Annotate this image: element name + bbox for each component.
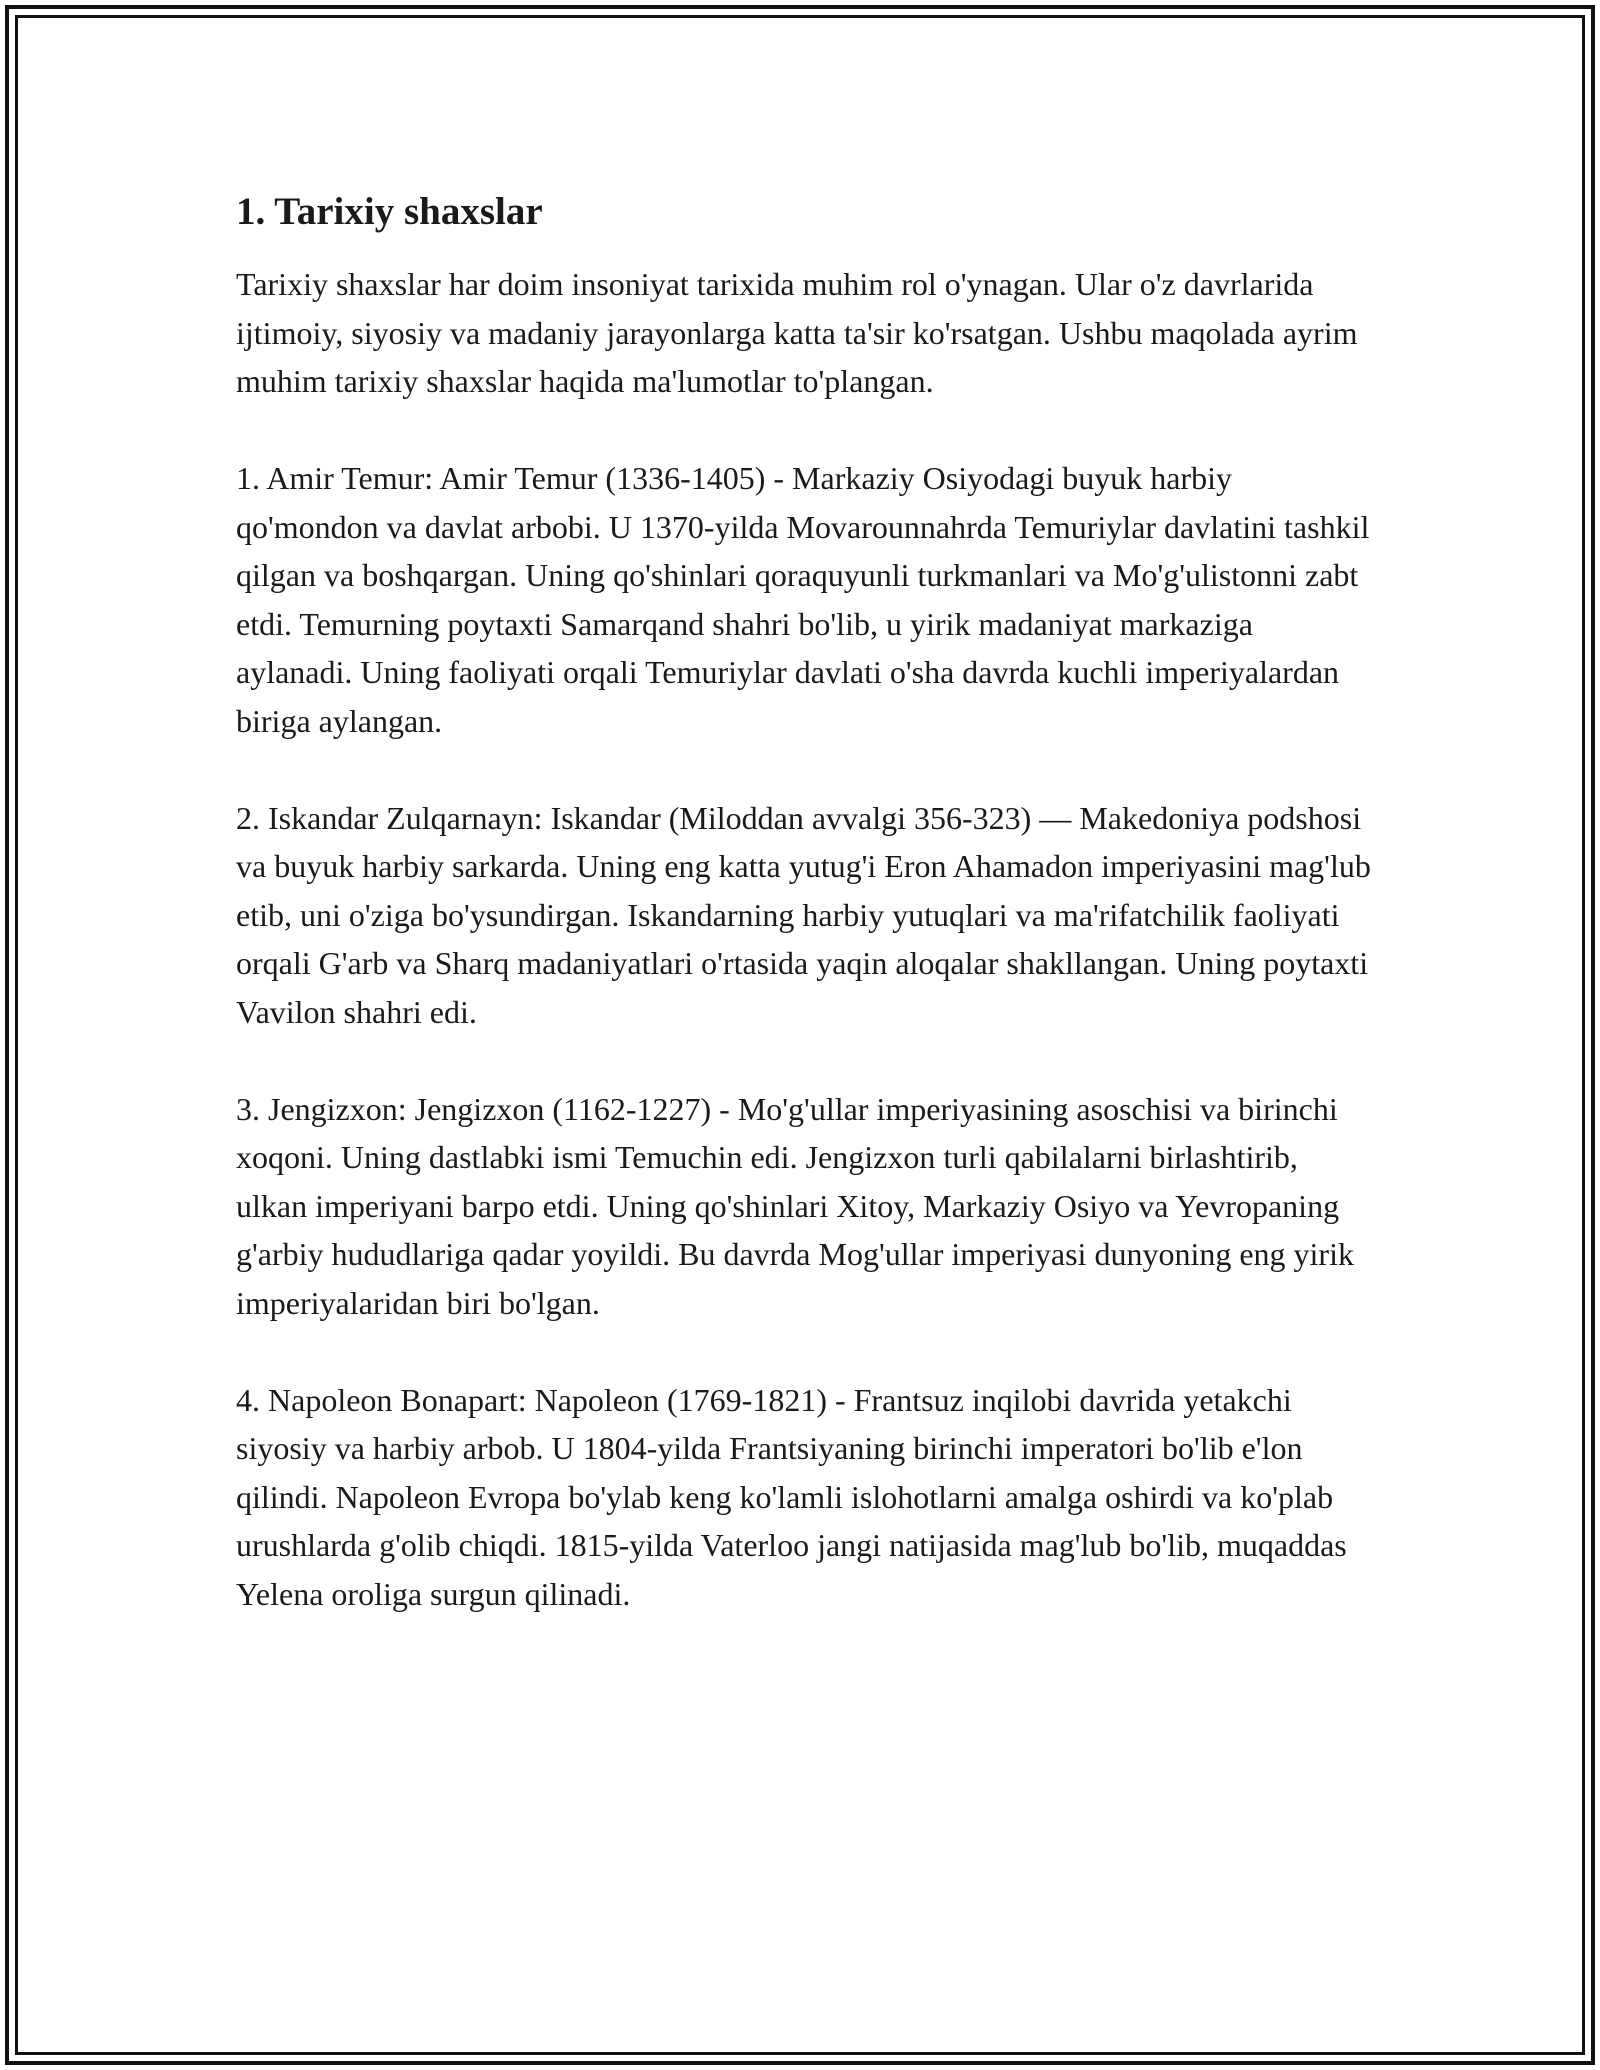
section-heading: 1. Tarixiy shaxslar [236,190,543,233]
document-body [236,186,1376,1667]
paragraph-amir-temur: 1. Amir Temur: Amir Temur (1336-1405) - Markaziy Osiyodagi buyuk harbiy qo'mondon va davlat arbobi. U 1370-yilda Movarounnahrda Temuriylar davlatini tashkil qilgan va boshqargan. Uning qo'shinlari qoraquyunli turkmanlari va Mo'g'ulistonni zabt etdi. Temurning poytaxti Samarqand shahri bo'lib, u yirik madaniyat markaziga aylanadi. Uning faoliyati orqali Temuriylar davlati o'sha davrda kuchli imperiyalardan biriga aylangan. [236,460,1370,739]
paragraph-jengizxon: 3. Jengizxon: Jengizxon (1162-1227) - Mo'g'ullar imperiyasining asoschisi va birinchi xoqoni. Uning dastlabki ismi Temuchin edi. Jengizxon turli qabilalarni birlashtirib, ulkan imperiyani barpo etdi. Uning qo'shinlari Xitoy, Markaziy Osiyo va Yevropaning g'arbiy hududlariga qadar yoyildi. Bu davrda Mog'ullar imperiyasi dunyoning eng yirik imperiyalaridan biri bo'lgan. [236,1090,1354,1321]
intro-paragraph: Tarixiy shaxslar har doim insoniyat tarixida muhim rol o'ynagan. Ular o'z davrlarida ijtimoiy, siyosiy va madaniy jarayonlarga katta ta'sir ko'rsatgan. Ushbu maqolada ayrim muhim tarixiy shaxslar haqida ma'lumotlar to'plangan. [236,266,1358,399]
paragraph-napoleon: 4. Napoleon Bonapart: Napoleon (1769-1821) - Frantsuz inqilobi davrida yetakchi siyosiy va harbiy arbob. U 1804-yilda Frantsiyaning birinchi imperatori bo'lib e'lon qilindi. Napoleon Evropa bo'ylab keng ko'lamli islohotlarni amalga oshirdi va ko'plab urushlarda g'olib chiqdi. 1815-yilda Vaterloo jangi natijasida mag'lub bo'lib, muqaddas Yelena oroliga surgun qilinadi. [236,1381,1347,1612]
paragraph-iskandar: 2. Iskandar Zulqarnayn: Iskandar (Miloddan avvalgi 356-323) — Makedoniya podshosi va buyuk harbiy sarkarda. Uning eng katta yutug'i Eron Ahamadon imperiyasini mag'lub etib, uni o'ziga bo'ysundirgan. Iskandarning harbiy yutuqlari va ma'rifatchilik faoliyati orqali G'arb va Sharq madaniyatlari o'rtasida yaqin aloqalar shakllangan. Uning poytaxti Vavilon shahri edi. [236,799,1371,1030]
